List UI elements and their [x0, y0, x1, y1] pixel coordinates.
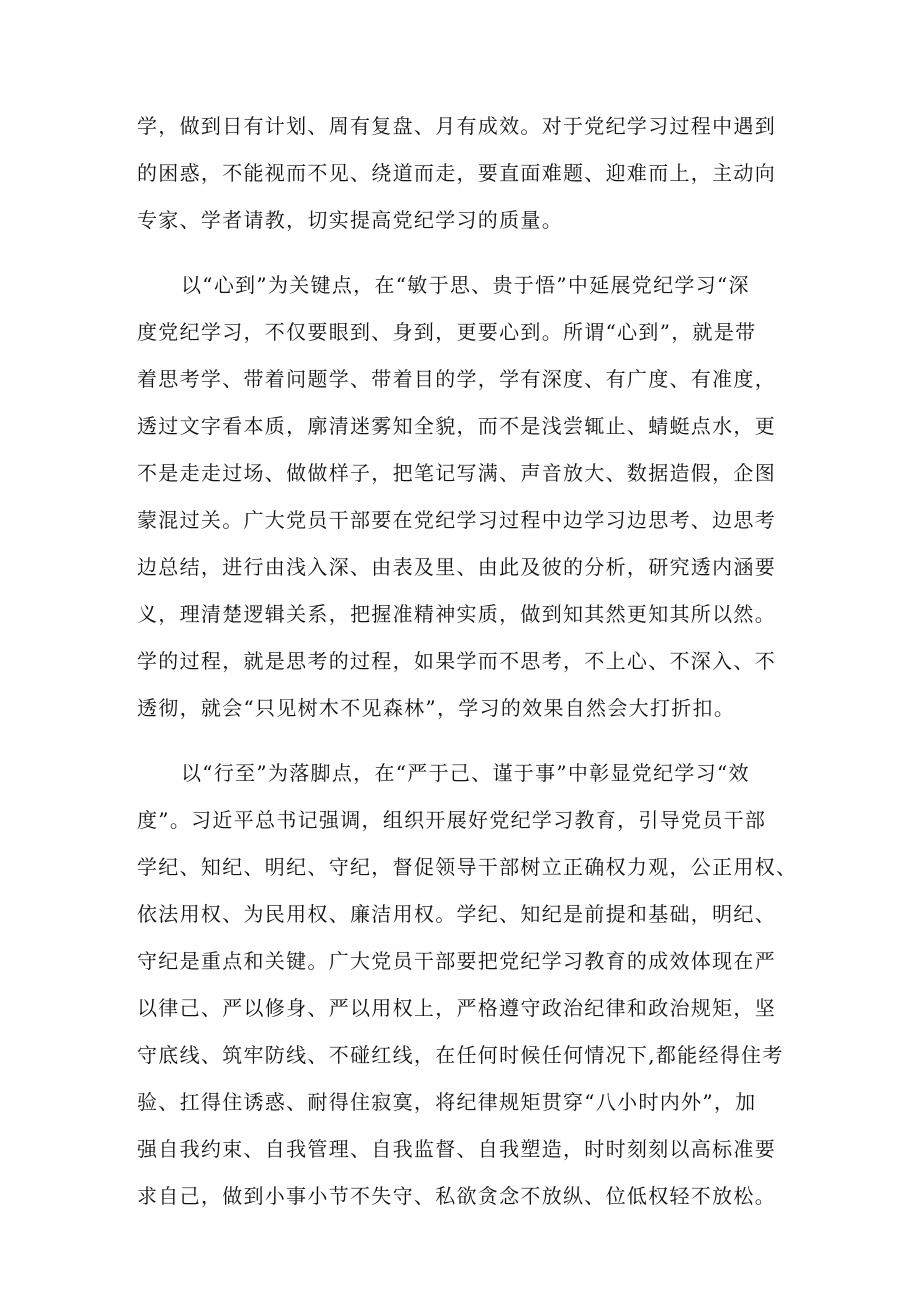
paragraph-first-line: 以“行至”为落脚点，在“严于己、谨于事”中彰显党纪学习“效 — [181, 761, 750, 785]
text-line: 的困惑，不能视而不见、绕道而走，要直面难题、迎难而上，主动向 — [137, 161, 776, 185]
text-line: 学纪、知纪、明纪、守纪，督促领导干部树立正确权力观，公正用权、 — [137, 855, 798, 879]
text-line: 求自己，做到小事小节不失守、私欲贪念不放纵、位低权轻不放松。 — [137, 1184, 776, 1208]
text-line: 着思考学、带着问题学、带着目的学，学有深度、有广度、有准度， — [137, 367, 776, 391]
text-line: 透过文字看本质，廓清迷雾知全貌，而不是浅尝辄止、蜻蜓点水，更 — [137, 414, 776, 438]
text-line: 边总结，进行由浅入深、由表及里、由此及彼的分析，研究透内涵要 — [137, 555, 776, 579]
text-line: 不是走走过场、做做样子，把笔记写满、声音放大、数据造假，企图 — [137, 461, 776, 485]
text-line: 度党纪学习，不仅要眼到、身到，更要心到。所谓“心到”，就是带 — [137, 320, 757, 344]
text-line: 守纪是重点和关键。广大党员干部要把党纪学习教育的成效体现在严 — [137, 949, 776, 973]
text-line: 依法用权、为民用权、廉洁用权。学纪、知纪是前提和基础，明纪、 — [137, 902, 776, 926]
text-line: 义，理清楚逻辑关系，把握准精神实质，做到知其然更知其所以然。 — [137, 602, 776, 626]
text-line: 验、扛得住诱惑、耐得住寂寞，将纪律规矩贯穿“八小时内外”，加 — [137, 1090, 757, 1114]
text-line: 专家、学者请教，切实提高党纪学习的质量。 — [137, 208, 563, 232]
text-line: 守底线、筑牢防线、不碰红线，在任何时候任何情况下,都能经得住考 — [137, 1043, 784, 1067]
text-line: 以律己、严以修身、严以用权上，严格遵守政治纪律和政治规矩，坚 — [137, 996, 776, 1020]
text-line: 学的过程，就是思考的过程，如果学而不思考，不上心、不深入、不 — [137, 649, 776, 673]
text-line: 度”。习近平总书记强调，组织开展好党纪学习教育，引导党员干部 — [137, 808, 767, 832]
text-line: 透彻，就会“只见树木不见森林”，学习的效果自然会大打折扣。 — [137, 696, 736, 720]
text-line: 强自我约束、自我管理、自我监督、自我塑造，时时刻刻以高标准要 — [137, 1137, 776, 1161]
text-line: 蒙混过关。广大党员干部要在党纪学习过程中边学习边思考、边思考 — [137, 508, 776, 532]
paragraph-first-line: 以“心到”为关键点，在“敏于思、贵于悟”中延展党纪学习“深 — [181, 273, 750, 297]
text-line: 学，做到日有计划、周有复盘、月有成效。对于党纪学习过程中遇到 — [137, 114, 776, 138]
